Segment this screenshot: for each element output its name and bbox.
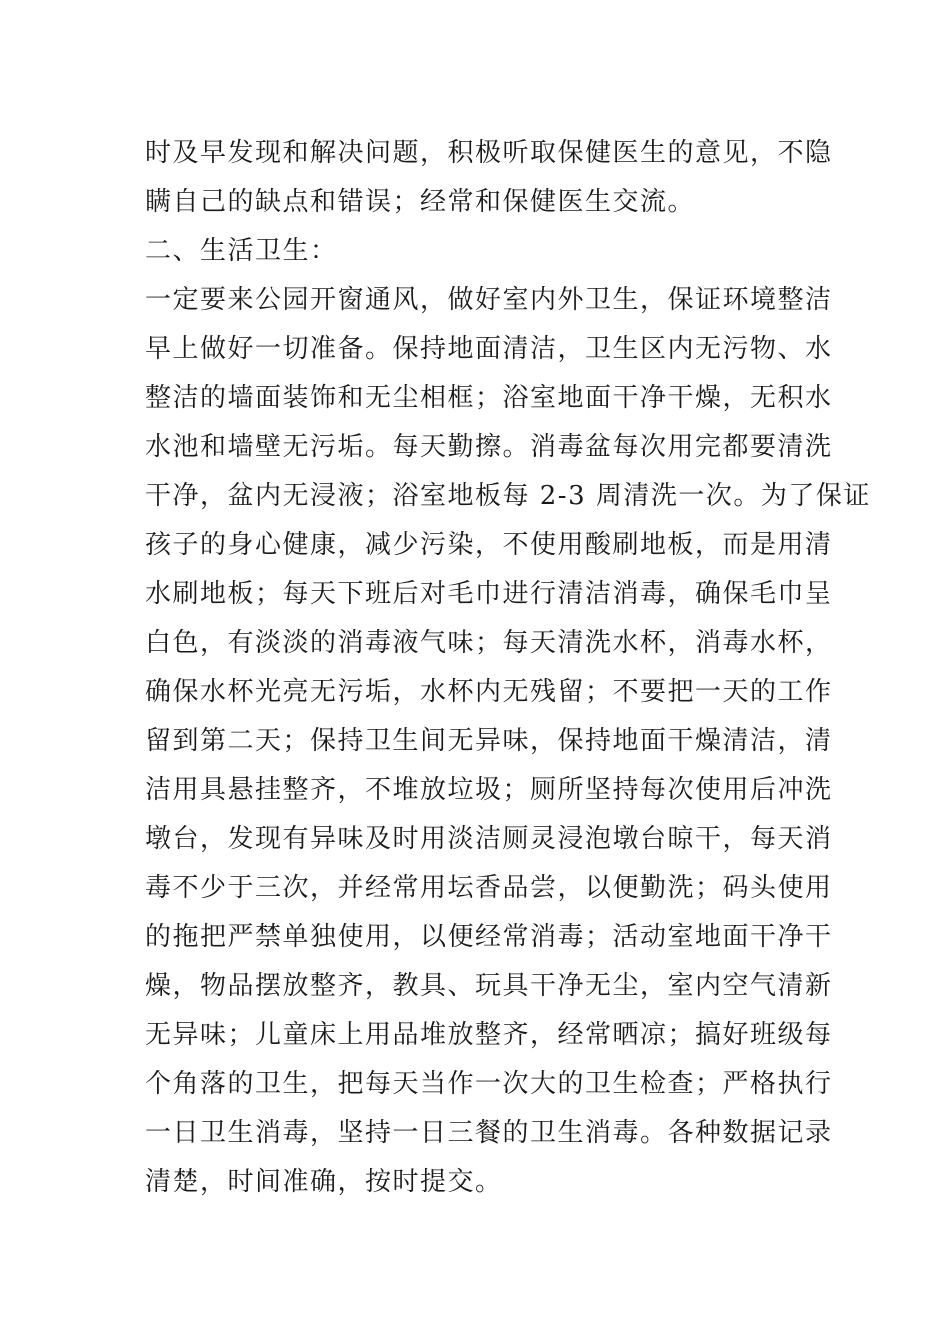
text-line: 墩台，发现有异味及时用淡洁厕灵浸泡墩台晾干，每天消: [145, 824, 833, 854]
text-line: 燥，物品摆放整齐，教具、玩具干净无尘，室内空气清新: [145, 971, 833, 1001]
text-line: 无异味；儿童床上用品堆放整齐，经常晒凉；搞好班级每: [145, 1020, 833, 1050]
text-line: 整洁的墙面装饰和无尘相框；浴室地面干净干燥，无积水: [145, 383, 833, 413]
text-line: 水池和墙壁无污垢。每天勤擦。消毒盆每次用完都要清洗: [145, 432, 833, 462]
text-line: 水刷地板；每天下班后对毛巾进行清洁消毒，确保毛巾呈: [145, 579, 833, 609]
text-line: 一日卫生消毒，坚持一日三餐的卫生消毒。各种数据记录: [145, 1118, 833, 1148]
text-line: 早上做好一切准备。保持地面清洁，卫生区内无污物、水: [145, 334, 833, 364]
text-line: 留到第二天；保持卫生间无异味，保持地面干燥清洁，清: [145, 726, 833, 756]
text-line: 一定要来公园开窗通风，做好室内外卫生，保证环境整洁: [145, 285, 833, 315]
section-heading: 二、生活卫生：: [145, 236, 338, 266]
text-line: 个角落的卫生，把每天当作一次大的卫生检查；严格执行: [145, 1069, 833, 1099]
text-line: 确保水杯光亮无污垢，水杯内无残留；不要把一天的工作: [145, 677, 833, 707]
text-line: 白色，有淡淡的消毒液气味；每天清洗水杯，消毒水杯，: [145, 628, 833, 658]
text-line: 干净，盆内无浸液；浴室地板每 2-3 周清洗一次。为了保证: [145, 481, 871, 511]
text-line: 毒不少于三次，并经常用坛香品尝，以便勤洗；码头使用: [145, 873, 833, 903]
text-line: 洁用具悬挂整齐，不堆放垃圾；厕所坚持每次使用后冲洗: [145, 775, 833, 805]
text-line: 的拖把严禁单独使用，以便经常消毒；活动室地面干净干: [145, 922, 833, 952]
text-line: 孩子的身心健康，减少污染，不使用酸刷地板，而是用清: [145, 530, 833, 560]
text-line: 瞒自己的缺点和错误；经常和保健医生交流。: [145, 187, 696, 217]
text-line: 清楚，时间准确，按时提交。: [145, 1167, 503, 1197]
body-text: [145, 129, 871, 1207]
text-line: 时及早发现和解决问题，积极听取保健医生的意见，不隐: [145, 138, 833, 168]
